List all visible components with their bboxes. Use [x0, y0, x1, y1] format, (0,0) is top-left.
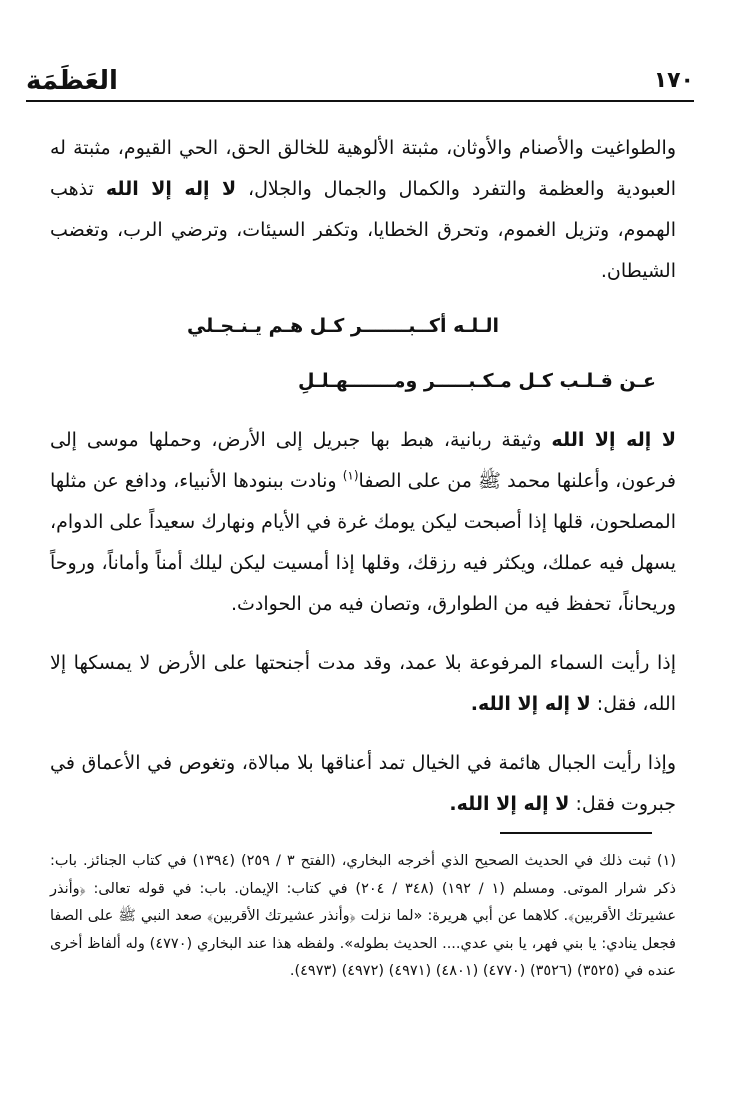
paragraph-2-text: وثيقة ربانية، هبط بها جبريل إلى الأرض، وحملها موسى إلى فرعون، وأعلنها محمد ﷺ من على الصفا — [50, 429, 676, 492]
paragraph-1 — [50, 128, 676, 292]
paragraph-3 — [50, 643, 676, 725]
paragraph-2 — [50, 420, 676, 625]
running-title: العَظَمَة — [26, 66, 118, 96]
page-number: ١٧٠ — [653, 68, 694, 93]
poem-verse-1: الـلـه أكــبـــــــر كـل هـم يـنـجـلي — [186, 315, 500, 337]
tahlil-phrase: لا إله إلا الله — [105, 178, 237, 200]
footnote-1: (١) ثبت ذلك في الحديث الصحيح الذي أخرجه البخاري، (الفتح ٣ / ٢٥٩) (١٣٩٤) في كتاب الجنائز. باب: ذكر شرار الموتى. ومسلم (١ / ١٩٢) (٣٤٨ / ٢٠٤) في كتاب: الإيمان. باب: في قوله تعالى: ﴿وأنذر عشيرتك الأقربين﴾. كلاهما عن أبي هريرة: «لما نزلت ﴿وأنذر عشيرتك الأقربين﴾ صعد النبي ﷺ على الصفا فجعل ينادي: يا بني فهر، يا بني عدي.... الحديث بطوله». ولفظه هذا عند البخاري (٤٧٧٠) وله ألفاظ أخرى عنده في (٣٥٢٥) (٣٥٢٦) (٤٧٧٠) (٤٨٠١) (٤٩٧١) (٤٩٧٢) (٤٩٧٣). — [50, 853, 676, 979]
paragraph-1-text: والطواغيت والأصنام والأوثان، مثبتة الألوهية للخالق الحق، الحي القيوم، مثبتة له العبودية والعظمة والتفرد والكمال والجمال والجلال، — [50, 137, 677, 200]
tahlil-phrase: لا إله إلا الله. — [449, 793, 570, 815]
footnote-marker: (١) — [342, 468, 359, 483]
tahlil-phrase: لا إله إلا الله. — [470, 693, 591, 715]
tahlil-phrase: لا إله إلا الله — [551, 429, 677, 451]
paragraph-4-text: وإذا رأيت الجبال هائمة في الخيال تمد أعناقها بلا مبالاة، وتغوص في الأعماق في جبروت فقل: — [50, 752, 676, 815]
page-header — [26, 66, 694, 100]
poem-verse-2: عـن قـلـب كـل مـكـبـــــر ومـــــــهـلـلِ — [298, 370, 656, 392]
paragraph-1-end: تذهب الهموم، وتزيل الغموم، وتحرق الخطايا، وتكفر السيئات، وترضي الرب، وتغضب الشيطان. — [50, 178, 676, 282]
paragraph-2-end: ونادت ببنودها الأنبياء، ودافع عن مثلها المصلحون، قلها إذا أصبحت ليكن يومك غرة في الأيام ونهارك سعيداً على الدوام، يسهل فيه عملك، ويكثر فيه رزقك، وقلها إذا أمسيت ليكن ليلك أمناً وأماناً، وروحاً وريحاناً، تحفظ فيه من الطوارق، وتصان فيه من الحوادث. — [50, 470, 676, 615]
footnotes — [50, 848, 676, 986]
header-rule — [26, 100, 694, 102]
footnote-separator — [500, 832, 652, 834]
paragraph-3-text: إذا رأيت السماء المرفوعة بلا عمد، وقد مدت أجنحتها على الأرض لا يمسكها إلا الله، فقل: — [50, 652, 676, 715]
main-text — [50, 128, 676, 825]
paragraph-4 — [50, 743, 676, 825]
